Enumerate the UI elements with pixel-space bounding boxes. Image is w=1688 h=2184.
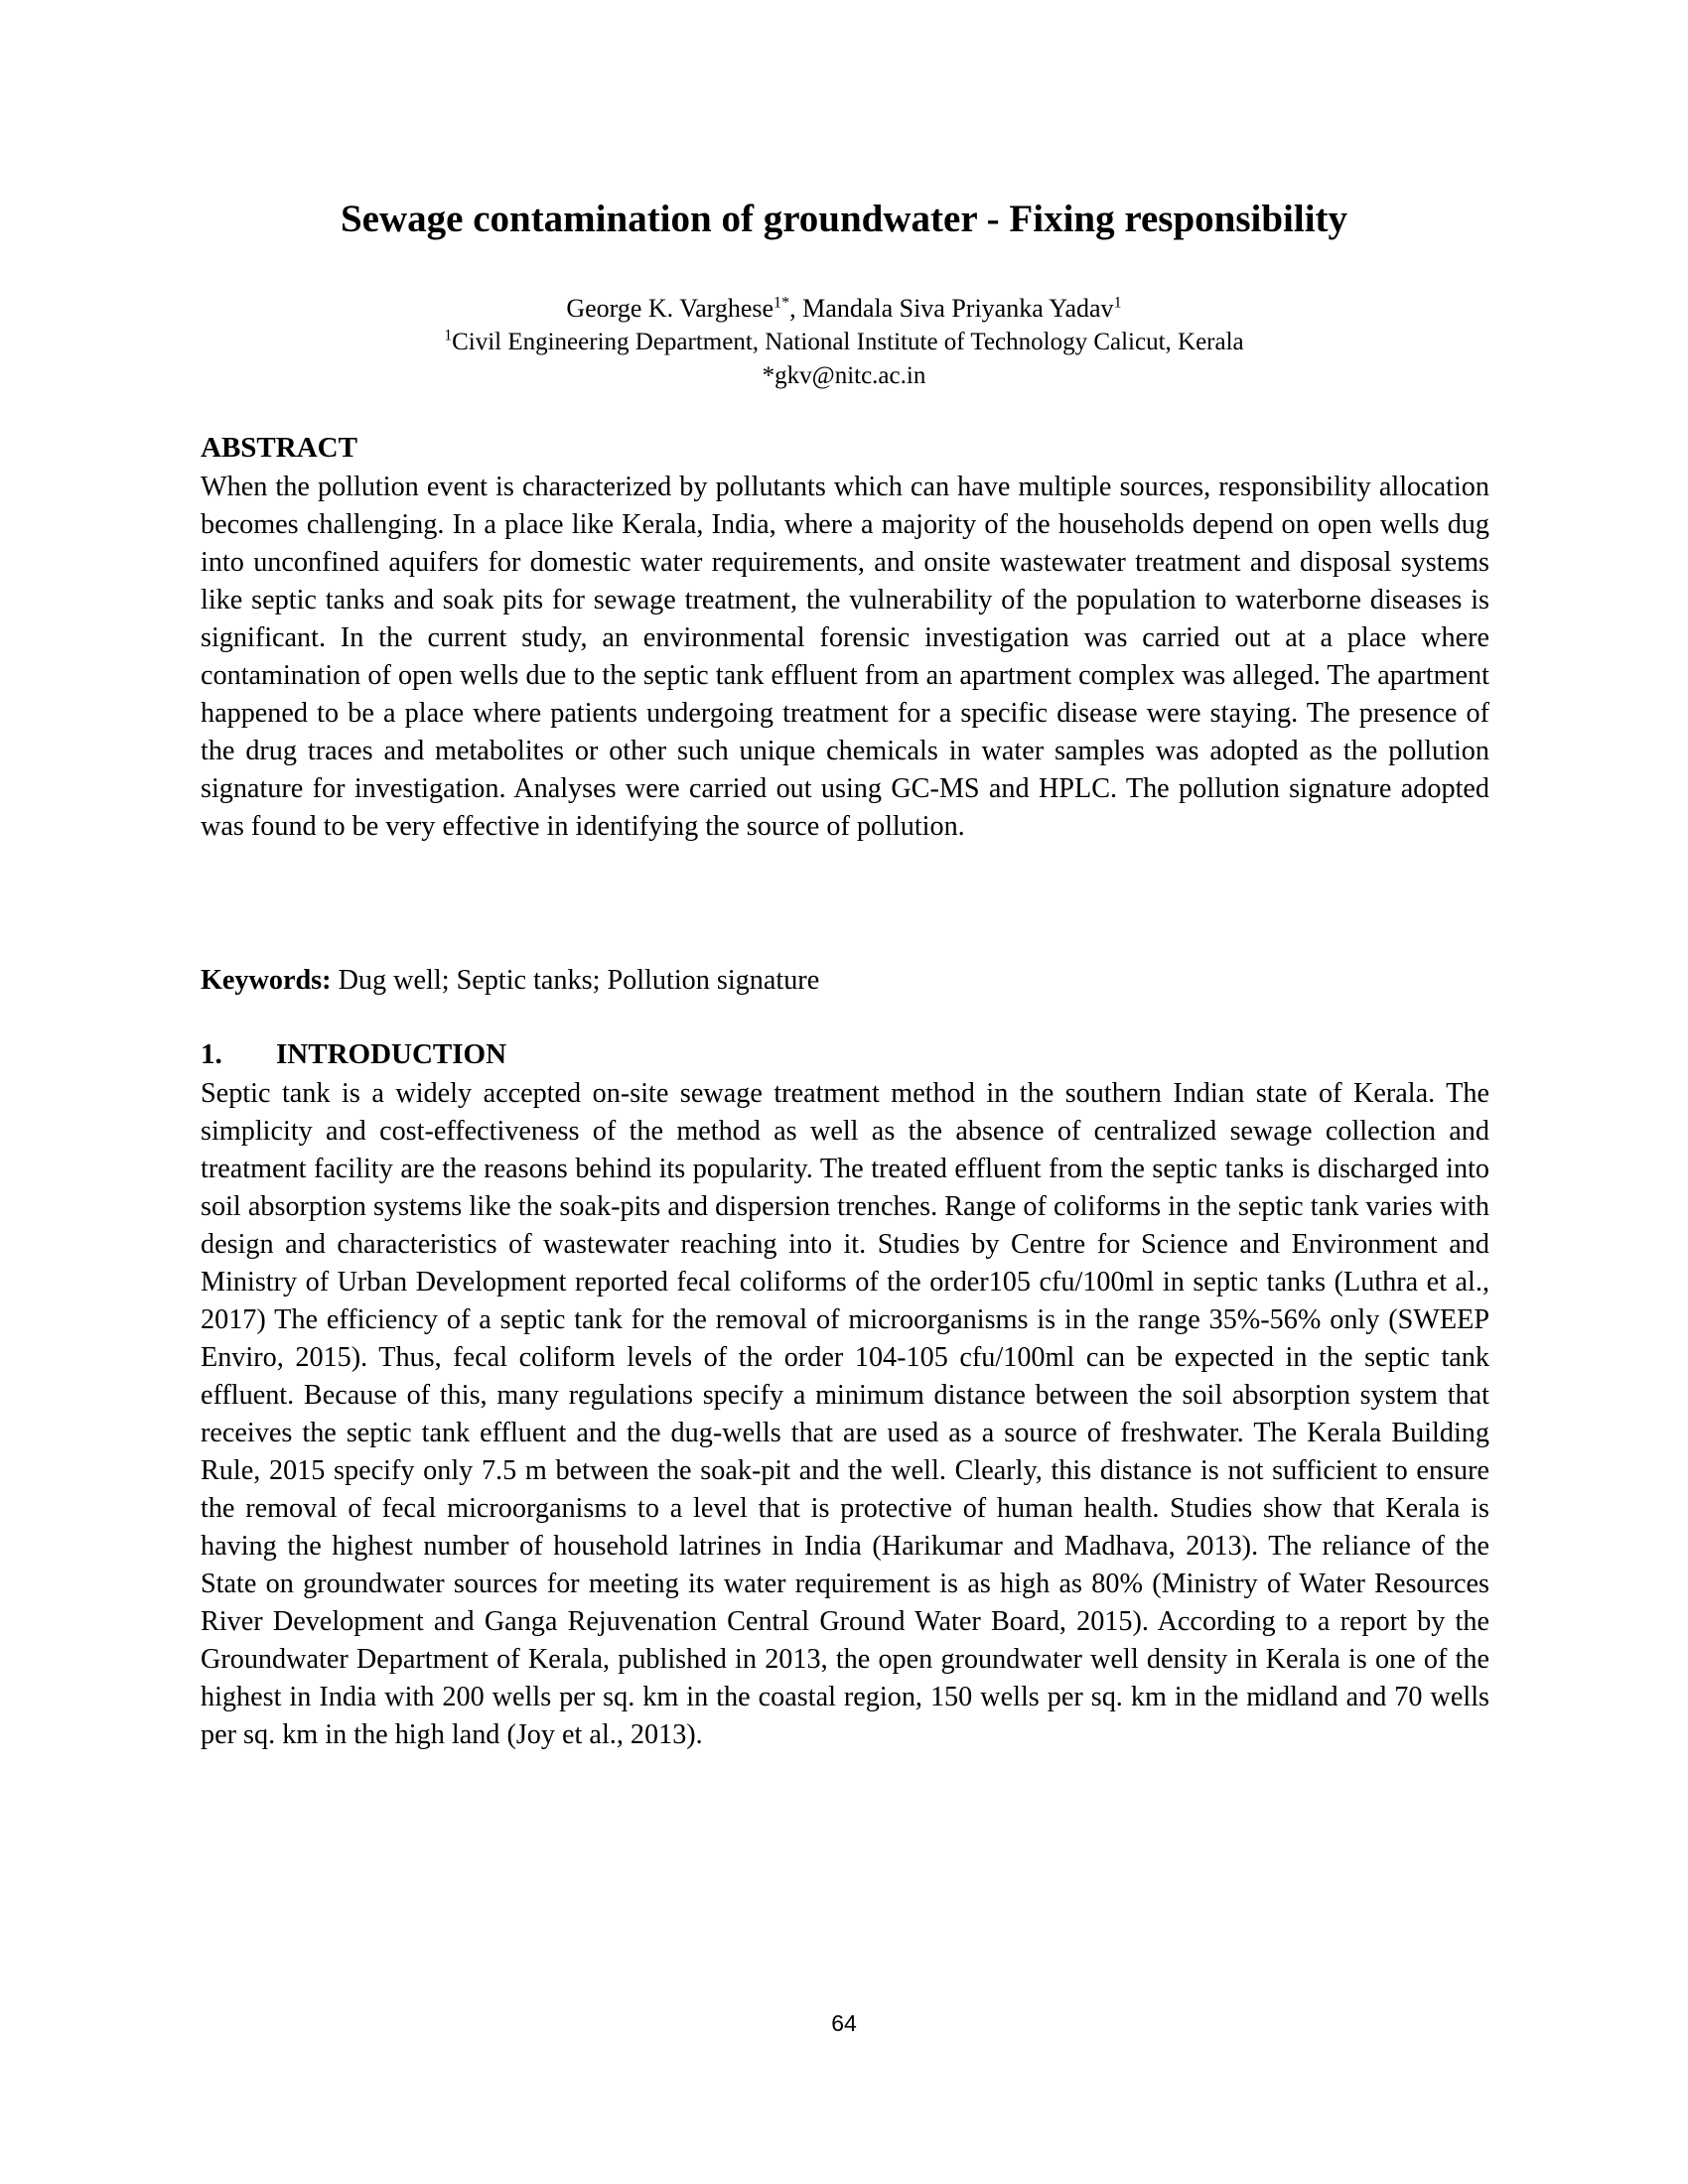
corresponding-email: *gkv@nitc.ac.in <box>762 362 926 389</box>
paper-title: Sewage contamination of groundwater - Fixing responsibility <box>340 198 1348 240</box>
affiliation-line <box>199 328 1489 357</box>
affiliation-marker: 1 <box>444 327 453 344</box>
author-line <box>199 294 1489 324</box>
page-number: 64 <box>831 2010 857 2036</box>
introduction-body: Septic tank is a widely accepted on-site sewage treatment method in the southern Indian state of Kerala. The simplicity and cost-effectiveness of the method as well as the absence of centralized sewage collection and treatment facility are the reasons behind its popularity. The treated effluent from the septic tanks is discharged into soil absorption systems like the soak-pits and dispersion trenches. Range of coliforms in the septic tank varies with design and characteristics of wastewater reaching into it. Studies by Centre for Science and Environment and Ministry of Urban Development reported fecal coliforms of the order105 cfu/100ml in septic tanks (Luthra et al., 2017) The efficiency of a septic tank for the removal of microorganisms is in the range 35%-56% only (SWEEP Enviro, 2015). Thus, fecal coliform levels of the order 104-105 cfu/100ml can be expected in the septic tank effluent. Because of this, many regulations specify a minimum distance between the soil absorption system that receives the septic tank effluent and the dug-wells that are used as a source of freshwater. The Kerala Building Rule, 2015 specify only 7.5 m between the soak-pit and the well. Clearly, this distance is not sufficient to ensure the removal of fecal microorganisms to a level that is protective of human health. Studies show that Kerala is having the highest number of household latrines in India (Harikumar and Madhava, 2013). The reliance of the State on groundwater sources for meeting its water requirement is as high as 80% (Ministry of Water Resources River Development and Ganga Rejuvenation Central Ground Water Board, 2015). According to a report by the Groundwater Department of Kerala, published in 2013, the open groundwater well density in Kerala is one of the highest in India with 200 wells per sq. km in the coastal region, 150 wells per sq. km in the midland and 70 wells per sq. km in the high land (Joy et al., 2013). <box>201 1078 1489 1750</box>
section-title: INTRODUCTION <box>276 1038 507 1070</box>
keywords-label: Keywords: <box>201 965 332 996</box>
affiliation-marker: 1* <box>774 294 790 312</box>
author-name: Mandala Siva Priyanka Yadav <box>802 294 1114 323</box>
section-number: 1. <box>201 1038 222 1070</box>
affiliation-text: Civil Engineering Department, National Institute of Technology Calicut, Kerala <box>452 329 1244 355</box>
affiliation-marker: 1 <box>1113 294 1122 312</box>
author-separator: , <box>789 294 803 323</box>
abstract-heading: ABSTRACT <box>201 432 357 464</box>
author-name: George K. Varghese <box>566 294 774 323</box>
keywords-text: Dug well; Septic tanks; Pollution signature <box>331 965 820 996</box>
abstract-body: When the pollution event is characterized by pollutants which can have multiple sources, responsibility allocation becomes challenging. In a place like Kerala, India, where a majority of the households depend on open wells dug into unconfined aquifers for domestic water requirements, and onsite wastewater treatment and disposal systems like septic tanks and soak pits for sewage treatment, the vulnerability of the population to waterborne diseases is significant. In the current study, an environmental forensic investigation was carried out at a place where contamination of open wells due to the septic tank effluent from an apartment complex was alleged. The apartment happened to be a place where patients undergoing treatment for a specific disease were staying. The presence of the drug traces and metabolites or other such unique chemicals in water samples was adopted as the pollution signature for investigation. Analyses were carried out using GC-MS and HPLC. The pollution signature adopted was found to be very effective in identifying the source of pollution. <box>201 472 1489 842</box>
introduction-heading <box>201 1037 506 1071</box>
keywords-line <box>201 962 819 1000</box>
